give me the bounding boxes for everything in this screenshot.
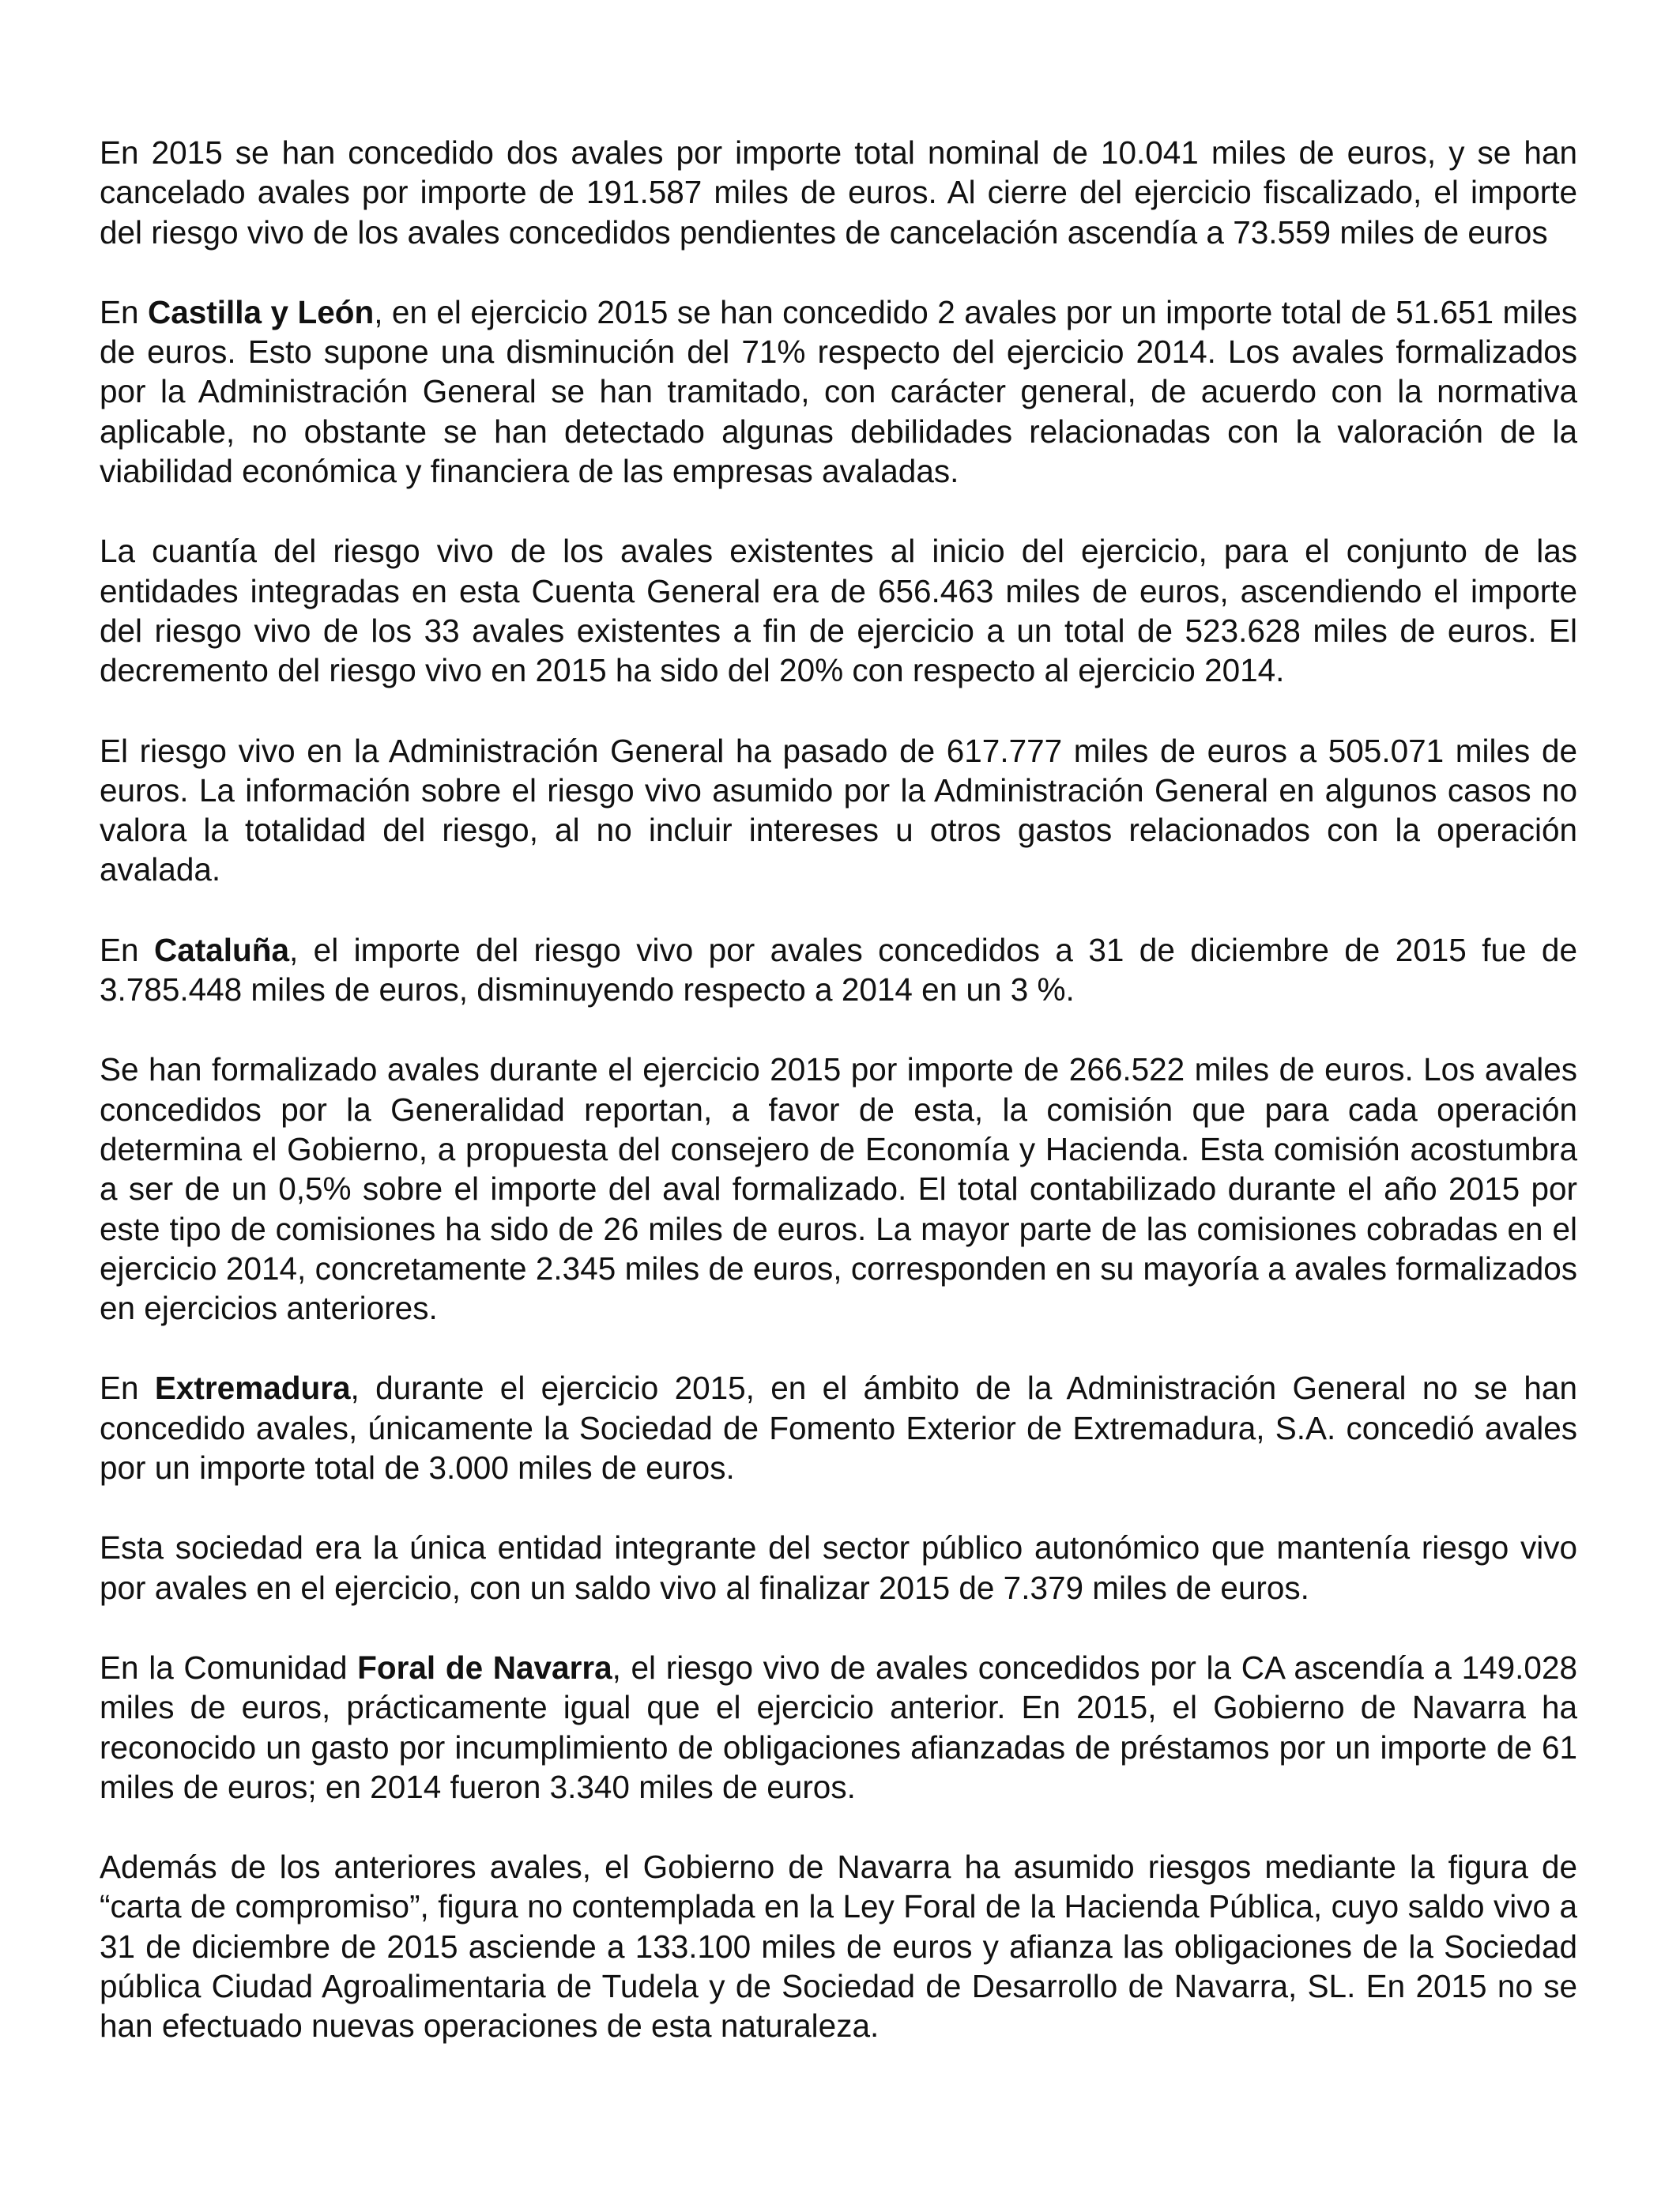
paragraph-riesgo-vivo-castilla bbox=[100, 531, 1577, 690]
region-name-foral-de-navarra: Foral de Navarra bbox=[357, 1649, 612, 1686]
paragraph-text: , en el ejercicio 2015 se han concedido 2 avales por un importe total de 51.651 miles de euros. Esto supone una disminución del 71% respecto del ejercicio 2014. Los avales formalizados por la Administración General se han tramitado, con carácter general, de acuerdo con la normativa aplicable, no obstante se han detectado algunas debilidades relacionadas con la valoración de la viabilidad económica y financiera de las empresas avaladas. bbox=[100, 293, 1577, 490]
paragraph-text: Además de los anteriores avales, el Gobierno de Navarra ha asumido riesgos mediante la figura de “carta de compromiso”, figura no contemplada en la Ley Foral de la Hacienda Pública, cuyo saldo vivo a 31 de diciembre de 2015 asciende a 133.100 miles de euros y afianza las obligaciones de la Sociedad pública Ciudad Agroalimentaria de Tudela y de Sociedad de Desarrollo de Navarra, SL. En 2015 no se han efectuado nuevas operaciones de esta naturaleza. bbox=[100, 1849, 1577, 2045]
paragraph-prefix: En la Comunidad bbox=[100, 1649, 358, 1686]
paragraph-navarra bbox=[100, 1648, 1577, 1807]
paragraph-text: En 2015 se han concedido dos avales por importe total nominal de 10.041 miles de euros, y se han cancelado avales por importe de 191.587 miles de euros. Al cierre del ejercicio fiscalizado, el importe del riesgo vivo de los avales concedidos pendientes de cancelación ascendía a 73.559 miles de euros bbox=[100, 134, 1577, 251]
paragraph-text: La cuantía del riesgo vivo de los avales existentes al inicio del ejercicio, para el conjunto de las entidades integradas en esta Cuenta General era de 656.463 miles de euros, ascendiendo el importe del riesgo vivo de los 33 avales existentes a fin de ejercicio a un total de 523.628 miles de euros. El decremento del riesgo vivo en 2015 ha sido del 20% con respecto al ejercicio 2014. bbox=[100, 533, 1577, 689]
paragraph-text: El riesgo vivo en la Administración General ha pasado de 617.777 miles de euros a 505.071 miles de euros. La información sobre el riesgo vivo asumido por la Administración General en algunos casos no valora la totalidad del riesgo, al no incluir intereses u otros gastos relacionados con la operación avalada. bbox=[100, 732, 1577, 888]
paragraph-administracion-general bbox=[100, 731, 1577, 890]
paragraph-text: , el riesgo vivo de avales concedidos por la CA ascendía a 149.028 miles de euros, prácticamente igual que el ejercicio anterior. En 2015, el Gobierno de Navarra ha reconocido un gasto por incumplimiento de obligaciones afianzadas de préstamos por un importe de 61 miles de euros; en 2014 fueron 3.340 miles de euros. bbox=[100, 1649, 1577, 1805]
paragraph-text: Se han formalizado avales durante el ejercicio 2015 por importe de 266.522 miles de euros. Los avales concedidos por la Generalidad reportan, a favor de esta, la comisión que para cada operación determina el Gobierno, a propuesta del consejero de Economía y Hacienda. Esta comisión acostumbra a ser de un 0,5% sobre el importe del aval formalizado. El total contabilizado durante el año 2015 por este tipo de comisiones ha sido de 26 miles de euros. La mayor parte de las comisiones cobradas en el ejercicio 2014, concretamente 2.345 miles de euros, corresponden en su mayoría a avales formalizados en ejercicios anteriores. bbox=[100, 1051, 1577, 1327]
paragraph-prefix: En bbox=[100, 293, 148, 330]
paragraph-cataluna bbox=[100, 930, 1577, 1010]
paragraph-text: , durante el ejercicio 2015, en el ámbito de la Administración General no se han concedido avales, únicamente la Sociedad de Fomento Exterior de Extremadura, S.A. concedió avales por un importe total de 3.000 miles de euros. bbox=[100, 1370, 1577, 1487]
paragraph-prefix: En bbox=[100, 1370, 155, 1407]
paragraph-sociedad-extremadura bbox=[100, 1528, 1577, 1608]
paragraph-castilla-y-leon bbox=[100, 292, 1577, 491]
paragraph-prefix: En bbox=[100, 931, 154, 968]
region-name-extremadura: Extremadura bbox=[154, 1370, 351, 1407]
region-name-cataluna: Cataluña bbox=[153, 931, 289, 968]
region-name-castilla-y-leon: Castilla y León bbox=[147, 293, 375, 330]
paragraph-carta-de-compromiso bbox=[100, 1847, 1577, 2045]
paragraph-generalidad-comisiones bbox=[100, 1050, 1577, 1328]
document-page bbox=[100, 133, 1577, 2046]
paragraph-text: Esta sociedad era la única entidad integrante del sector público autonómico que mantenía riesgo vivo por avales en el ejercicio, con un saldo vivo al finalizar 2015 de 7.379 miles de euros. bbox=[100, 1529, 1577, 1606]
paragraph-text: , el importe del riesgo vivo por avales concedidos a 31 de diciembre de 2015 fue de 3.785.448 miles de euros, disminuyendo respecto a 2014 en un 3 %. bbox=[100, 931, 1577, 1008]
paragraph-extremadura bbox=[100, 1368, 1577, 1487]
paragraph-avales-intro bbox=[100, 133, 1577, 252]
